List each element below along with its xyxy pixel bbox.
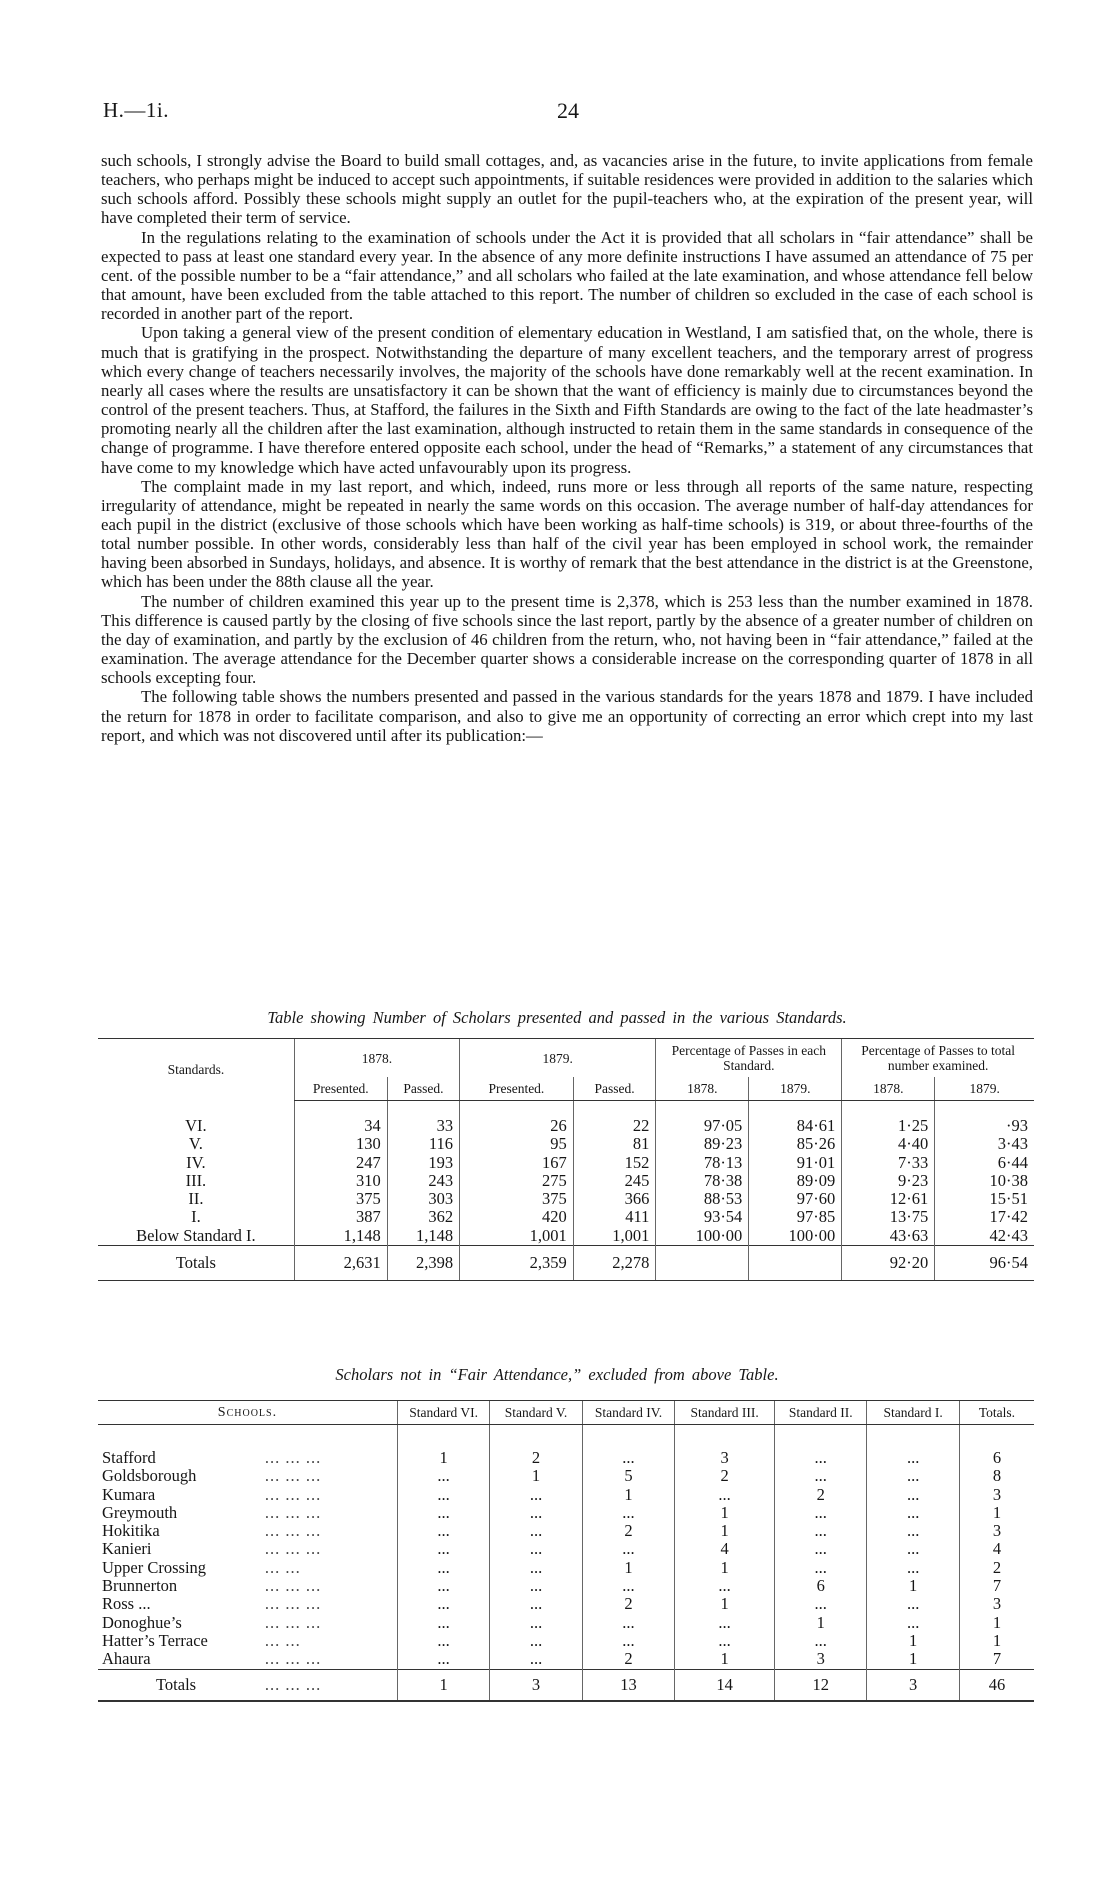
table-cell: ...: [775, 1632, 867, 1650]
school-name: Hokitika: [102, 1521, 160, 1541]
table-cell: ...: [397, 1540, 489, 1558]
table-cell: 3: [775, 1650, 867, 1669]
standard-label: VI.: [185, 1115, 207, 1135]
school-name: Upper Crossing: [102, 1557, 207, 1577]
table-cell: 2: [490, 1425, 582, 1468]
col-standard-5: Standard V.: [490, 1401, 582, 1425]
table-cell: ...: [775, 1504, 867, 1522]
col-presented: Presented.: [460, 1077, 574, 1101]
col-pct-total: Percentage of Passes to total number examined.: [842, 1039, 1034, 1078]
table-cell: 7: [959, 1577, 1034, 1595]
table-cell: ...: [490, 1632, 582, 1650]
paragraph: Upon taking a general view of the present condition of elementary education in Westland, I am satisfied that, on the whole, there is much that is gratifying in the prospect. Notwithstanding the departure of many excellent teachers, and the temporary arrest of progress which every change of teachers necessarily involves, the majority of the schools have done remarkably well at the recent examination. In nearly all cases where the results are unsatisfactory it can be shown that the want of efficiency is mainly due to circumstances beyond the control of the present teachers. Thus, at Stafford, the failures in the Sixth and Fifth Standards are owing to the fact of the late headmaster’s promoting nearly all the children after the last examination, although instructed to retain them in the same standards in consequence of the change of programme. I have therefore entered opposite each school, under the head of “Remarks,” a statement of any circumstances that have come to my knowledge which have acted unfavourably upon its progress.: [101, 323, 1033, 477]
table-cell: 95: [460, 1135, 574, 1153]
table-cell: ...: [490, 1577, 582, 1595]
table-cell: ...: [582, 1504, 674, 1522]
table-cell: 1,148: [294, 1227, 387, 1246]
school-name: Stafford: [102, 1448, 156, 1467]
table-cell: 1: [867, 1650, 959, 1669]
table-cell: ...: [397, 1595, 489, 1613]
table-cell: 116: [387, 1135, 459, 1153]
table-cell: 2: [675, 1467, 775, 1485]
table-cell: 1: [397, 1669, 489, 1701]
leader-dots: ... ... ...: [264, 1594, 322, 1614]
table-cell: 1: [582, 1486, 674, 1504]
leader-dots: ... ... ...: [264, 1539, 322, 1559]
table-cell: 4: [959, 1540, 1034, 1558]
table-cell: 6: [959, 1425, 1034, 1468]
table-cell: ·93: [935, 1101, 1034, 1136]
table-cell: 96·54: [935, 1246, 1034, 1281]
table-cell: 46: [959, 1669, 1034, 1701]
table-cell: 1,001: [573, 1227, 656, 1246]
school-name: Greymouth: [102, 1502, 178, 1522]
document-reference: H.—1i.: [103, 98, 169, 122]
table-cell: [656, 1246, 749, 1281]
table-cell: 1: [959, 1614, 1034, 1632]
table-cell: ...: [490, 1486, 582, 1504]
table-cell: 193: [387, 1154, 459, 1172]
table-row: [98, 1467, 1034, 1485]
table-cell: 5: [582, 1467, 674, 1485]
col-pct-1879: 1879.: [935, 1077, 1034, 1101]
col-standard-2: Standard II.: [775, 1401, 867, 1425]
table-cell: 78·13: [656, 1154, 749, 1172]
paragraph: The following table shows the numbers presented and passed in the various standards for the years 1878 and 1879. I have included the return for 1878 in order to facilitate comparison, and also to give me an opportunity of correcting an error which crept into my last report, and which was not discovered until after its publication:—: [101, 687, 1033, 745]
col-passed: Passed.: [573, 1077, 656, 1101]
table-cell: 275: [460, 1172, 574, 1190]
table-cell: ...: [867, 1486, 959, 1504]
table-cell: 1: [675, 1595, 775, 1613]
table-cell: ...: [397, 1632, 489, 1650]
col-schools: Schools.: [98, 1401, 397, 1425]
table-cell: 3: [490, 1669, 582, 1701]
excluded-scholars-table: [98, 1400, 1034, 1702]
standard-label: I.: [191, 1207, 201, 1227]
table-cell: 100·00: [749, 1227, 842, 1246]
page-number: 24: [557, 98, 579, 123]
table-cell: 34: [294, 1101, 387, 1136]
table-cell: ...: [775, 1559, 867, 1577]
table-cell: 2,278: [573, 1246, 656, 1281]
leader-dots: ... ... ...: [264, 1448, 322, 1467]
table-cell: ...: [582, 1577, 674, 1595]
totals-row: [98, 1246, 1034, 1281]
school-name: Brunnerton: [102, 1576, 178, 1596]
table-cell: 33: [387, 1101, 459, 1136]
table-cell: ...: [675, 1614, 775, 1632]
standard-label: III.: [185, 1170, 207, 1190]
table-row: [98, 1632, 1034, 1650]
table1-caption: Table showing Number of Scholars presented and passed in the various Standards.: [267, 1008, 847, 1027]
table-cell: ...: [775, 1425, 867, 1468]
table-cell: 42·43: [935, 1227, 1034, 1246]
table-cell: ...: [775, 1540, 867, 1558]
table-cell: 97·85: [749, 1208, 842, 1226]
table-cell: ...: [490, 1595, 582, 1613]
table-cell: ...: [582, 1632, 674, 1650]
table-cell: 130: [294, 1135, 387, 1153]
table-cell: ...: [397, 1522, 489, 1540]
table-cell: 167: [460, 1154, 574, 1172]
table-cell: ...: [867, 1522, 959, 1540]
table-row: [98, 1540, 1034, 1558]
table-cell: ...: [397, 1577, 489, 1595]
table-cell: 12: [775, 1669, 867, 1701]
table-cell: ...: [867, 1595, 959, 1613]
table-cell: 84·61: [749, 1101, 842, 1136]
table-cell: 13: [582, 1669, 674, 1701]
paragraph: such schools, I strongly advise the Board to build small cottages, and, as vacancies arise in the future, to invite applications from female teachers, who perhaps might be induced to accept such appointments, if suitable residences were provided in addition to the salaries which such schools afford. Possibly these schools might supply an outlet for the pupil-teachers who, at the expiration of the present year, will have completed their term of service.: [101, 151, 1033, 228]
table-cell: ...: [582, 1540, 674, 1558]
table-cell: 1·25: [842, 1101, 935, 1136]
leader-dots: ... ... ...: [264, 1576, 322, 1596]
table-cell: ...: [867, 1614, 959, 1632]
table-cell: 4: [675, 1540, 775, 1558]
table-cell: ...: [775, 1467, 867, 1485]
table-cell: 89·09: [749, 1172, 842, 1190]
table-cell: ...: [397, 1486, 489, 1504]
col-totals: Totals.: [959, 1401, 1034, 1425]
standard-label: Totals: [98, 1246, 294, 1281]
table-row: [98, 1135, 1034, 1153]
col-standard-6: Standard VI.: [397, 1401, 489, 1425]
table-cell: 100·00: [656, 1227, 749, 1246]
table-cell: 7·33: [842, 1154, 935, 1172]
col-1878: 1878.: [294, 1039, 459, 1078]
table-cell: 387: [294, 1208, 387, 1226]
table-cell: 366: [573, 1190, 656, 1208]
school-name: Totals: [98, 1669, 261, 1701]
table-cell: 303: [387, 1190, 459, 1208]
table-cell: 2: [582, 1522, 674, 1540]
school-name: Ross ...: [102, 1594, 151, 1614]
table-cell: 81: [573, 1135, 656, 1153]
table-cell: ...: [582, 1614, 674, 1632]
leader-dots: ... ... ...: [261, 1669, 398, 1701]
table-cell: 14: [675, 1669, 775, 1701]
table-cell: 2: [582, 1650, 674, 1669]
table-row: [98, 1504, 1034, 1522]
table-cell: ...: [867, 1540, 959, 1558]
table-row: [98, 1227, 1034, 1246]
table-cell: 6: [775, 1577, 867, 1595]
col-standard-4: Standard IV.: [582, 1401, 674, 1425]
table-cell: 1: [675, 1522, 775, 1540]
table-cell: ...: [675, 1632, 775, 1650]
leader-dots: ... ... ...: [264, 1466, 322, 1486]
table-cell: ...: [675, 1577, 775, 1595]
table-row: [98, 1425, 1034, 1468]
table-cell: 92·20: [842, 1246, 935, 1281]
leader-dots: ... ... ...: [264, 1649, 322, 1669]
table-cell: 6·44: [935, 1154, 1034, 1172]
table-cell: ...: [397, 1614, 489, 1632]
table-cell: 3: [959, 1522, 1034, 1540]
table-cell: 2: [775, 1486, 867, 1504]
table-cell: 7: [959, 1650, 1034, 1669]
table-cell: 152: [573, 1154, 656, 1172]
col-pct-1879: 1879.: [749, 1077, 842, 1101]
table-cell: 78·38: [656, 1172, 749, 1190]
table-cell: 245: [573, 1172, 656, 1190]
table-cell: ...: [867, 1467, 959, 1485]
standard-label: IV.: [186, 1152, 206, 1172]
table-cell: 3: [959, 1486, 1034, 1504]
table-cell: ...: [490, 1540, 582, 1558]
table-row: [98, 1577, 1034, 1595]
table-cell: 1: [582, 1559, 674, 1577]
table-cell: [749, 1246, 842, 1281]
table-cell: 3·43: [935, 1135, 1034, 1153]
table-cell: 1,148: [387, 1227, 459, 1246]
table-cell: 1,001: [460, 1227, 574, 1246]
leader-dots: ... ... ...: [264, 1502, 322, 1522]
table-cell: 420: [460, 1208, 574, 1226]
table-row: [98, 1486, 1034, 1504]
table-cell: 1: [867, 1632, 959, 1650]
table-cell: 22: [573, 1101, 656, 1136]
table-row: [98, 1614, 1034, 1632]
body-text: [101, 151, 1033, 745]
page-header: [103, 98, 1033, 130]
standards-table: [98, 1038, 1034, 1281]
table2-caption: Scholars not in “Fair Attendance,” excluded from above Table.: [335, 1365, 779, 1384]
standard-label: V.: [188, 1134, 203, 1154]
table-cell: 97·05: [656, 1101, 749, 1136]
table-row: [98, 1650, 1034, 1669]
table-cell: 1: [867, 1577, 959, 1595]
school-name: Kumara: [102, 1484, 156, 1504]
col-passed: Passed.: [387, 1077, 459, 1101]
col-presented: Presented.: [294, 1077, 387, 1101]
leader-dots: ... ... ...: [264, 1612, 322, 1632]
standard-label: Below Standard I.: [136, 1225, 256, 1245]
table-cell: 3: [867, 1669, 959, 1701]
table-cell: 85·26: [749, 1135, 842, 1153]
table-cell: 1: [675, 1559, 775, 1577]
table-cell: ...: [867, 1559, 959, 1577]
table-row: [98, 1559, 1034, 1577]
paragraph: In the regulations relating to the examination of schools under the Act it is provided that all scholars in “fair attendance” shall be expected to pass at least one standard every year. In the absence of any more definite instructions I have assumed an attendance of 75 per cent. of the possible number to be a “fair attendance,” and all scholars who failed at the late examination, and whose attendance fell below that amount, have been excluded from the table attached to this report. The number of children so excluded in the case of each school is recorded in another part of the report.: [101, 227, 1033, 324]
table-cell: 2: [959, 1559, 1034, 1577]
table-cell: 89·23: [656, 1135, 749, 1153]
standard-label: II.: [188, 1189, 204, 1209]
table-cell: 247: [294, 1154, 387, 1172]
table-cell: 13·75: [842, 1208, 935, 1226]
table-cell: ...: [675, 1486, 775, 1504]
table-cell: ...: [775, 1522, 867, 1540]
table-cell: 3: [959, 1595, 1034, 1613]
leader-dots: ... ...: [264, 1557, 301, 1577]
table-cell: ...: [867, 1504, 959, 1522]
school-name: Hatter’s Terrace: [102, 1630, 208, 1650]
table-cell: 93·54: [656, 1208, 749, 1226]
table-cell: ...: [397, 1650, 489, 1669]
totals-row: [98, 1669, 1034, 1701]
col-pct-each: Percentage of Passes in each Standard.: [656, 1039, 842, 1078]
table-cell: 243: [387, 1172, 459, 1190]
table-row: [98, 1172, 1034, 1190]
table-cell: 88·53: [656, 1190, 749, 1208]
col-1879: 1879.: [460, 1039, 656, 1078]
school-name: Ahaura: [102, 1649, 151, 1669]
table-cell: ...: [490, 1522, 582, 1540]
table-cell: ...: [397, 1467, 489, 1485]
school-name: Kanieri: [102, 1539, 152, 1559]
table-cell: 1: [397, 1425, 489, 1468]
table-cell: 91·01: [749, 1154, 842, 1172]
table-cell: ...: [582, 1425, 674, 1468]
table-cell: 1: [775, 1614, 867, 1632]
table-row: [98, 1101, 1034, 1136]
table-cell: 2,398: [387, 1246, 459, 1281]
paragraph: The complaint made in my last report, and which, indeed, runs more or less through all reports of the same nature, respecting irregularity of attendance, might be repeated in nearly the same words on this occasion. The average number of half-day attendances for each pupil in the district (exclusive of those schools which have been working as half-time schools) is 319, or about three-fourths of the total number possible. In other words, considerably less than half of the civil year has been employed in school work, the remainder having been absorbed in Sundays, holidays, and absence. It is worthy of remark that the best attendance in the district is at the Greenstone, which has been under the 88th clause all the year.: [101, 476, 1033, 592]
table-cell: ...: [867, 1425, 959, 1468]
table-row: [98, 1595, 1034, 1613]
table-cell: ...: [490, 1559, 582, 1577]
table-cell: 12·61: [842, 1190, 935, 1208]
table-cell: ...: [490, 1504, 582, 1522]
table-cell: 4·40: [842, 1135, 935, 1153]
col-standards: Standards.: [98, 1039, 294, 1101]
table-cell: 1: [959, 1504, 1034, 1522]
table-cell: 375: [294, 1190, 387, 1208]
table-cell: 26: [460, 1101, 574, 1136]
table-cell: 2,359: [460, 1246, 574, 1281]
table-cell: ...: [490, 1650, 582, 1669]
table-row: [98, 1154, 1034, 1172]
leader-dots: ... ... ...: [264, 1484, 322, 1504]
table-row: [98, 1208, 1034, 1226]
table-cell: 2,631: [294, 1246, 387, 1281]
table-cell: ...: [397, 1504, 489, 1522]
leader-dots: ... ...: [264, 1630, 301, 1650]
table-cell: 3: [675, 1425, 775, 1468]
col-standard-3: Standard III.: [675, 1401, 775, 1425]
table-cell: 8: [959, 1467, 1034, 1485]
school-name: Goldsborough: [102, 1466, 197, 1486]
table-cell: 362: [387, 1208, 459, 1226]
table-row: [98, 1190, 1034, 1208]
table-cell: ...: [490, 1614, 582, 1632]
table-cell: 411: [573, 1208, 656, 1226]
table-cell: 43·63: [842, 1227, 935, 1246]
table-row: [98, 1522, 1034, 1540]
leader-dots: ... ... ...: [264, 1521, 322, 1541]
table-cell: 15·51: [935, 1190, 1034, 1208]
table-cell: 1: [490, 1467, 582, 1485]
table-cell: 375: [460, 1190, 574, 1208]
col-pct-1878: 1878.: [842, 1077, 935, 1101]
table-cell: 97·60: [749, 1190, 842, 1208]
paragraph: The number of children examined this year up to the present time is 2,378, which is 253 less than the number examined in 1878. This difference is caused partly by the closing of five schools since the last report, partly by the absence of a greater number of children on the day of examination, and partly by the exclusion of 46 children from the return, who, not having been in “fair attendance,” failed at the examination. The average attendance for the December quarter shows a considerable increase on the corresponding quarter of 1878 in all schools excepting four.: [101, 591, 1033, 688]
table-cell: 310: [294, 1172, 387, 1190]
school-name: Donoghue’s: [102, 1612, 182, 1632]
table-cell: 2: [582, 1595, 674, 1613]
table-cell: 10·38: [935, 1172, 1034, 1190]
col-pct-1878: 1878.: [656, 1077, 749, 1101]
table-cell: ...: [397, 1559, 489, 1577]
table-cell: 1: [959, 1632, 1034, 1650]
table-cell: 1: [675, 1504, 775, 1522]
col-standard-1: Standard I.: [867, 1401, 959, 1425]
table-cell: 1: [675, 1650, 775, 1669]
table-cell: ...: [775, 1595, 867, 1613]
table-cell: 17·42: [935, 1208, 1034, 1226]
table-cell: 9·23: [842, 1172, 935, 1190]
